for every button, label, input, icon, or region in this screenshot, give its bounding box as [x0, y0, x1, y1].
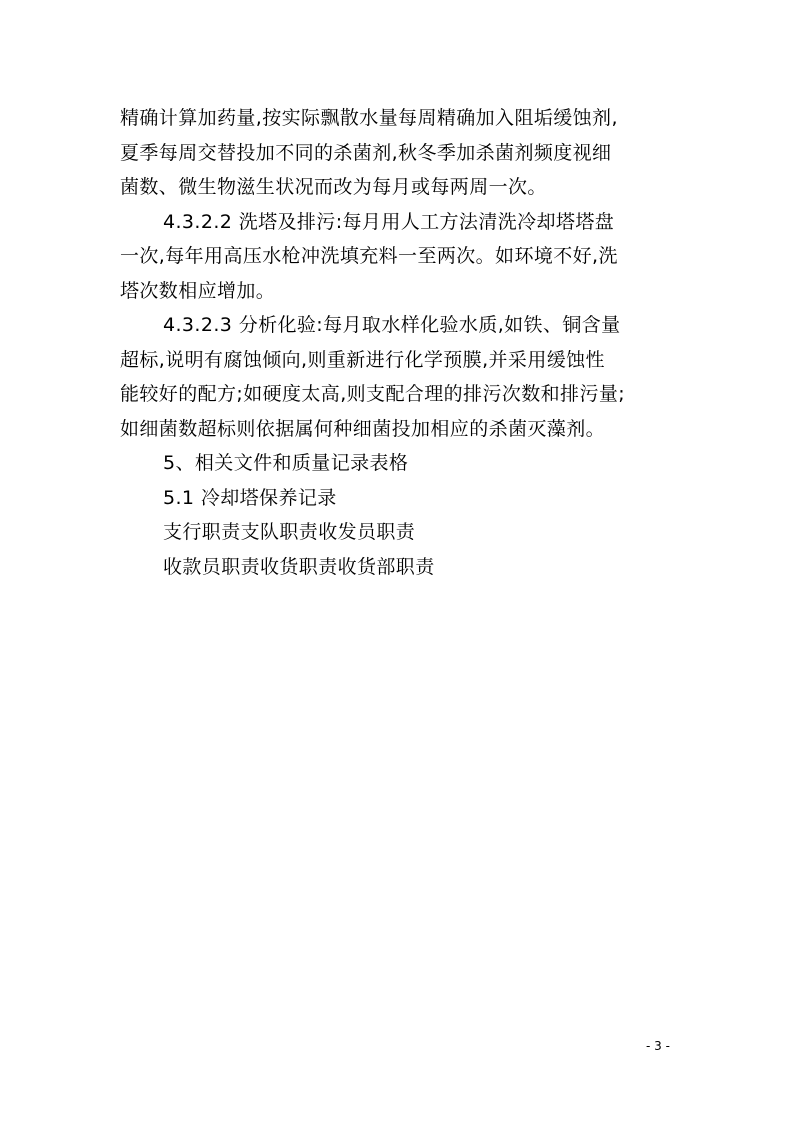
- section-5-1-heading: 5.1 冷却塔保养记录: [163, 486, 337, 509]
- document-body: [120, 101, 680, 584]
- text-line-9: 能较好的配方;如硬度太高,则支配合理的排污次数和排污量;: [120, 383, 626, 405]
- text-line-5: 一次,每年用高压水枪冲洗填充料一至两次。如环境不好,洗: [120, 245, 618, 267]
- page-number: - 3 -: [646, 1039, 670, 1053]
- text-line-2: 夏季每周交替投加不同的杀菌剂,秋冬季加杀菌剂频度视细: [120, 141, 612, 164]
- section-5-heading: 5、相关文件和质量记录表格: [163, 452, 409, 474]
- text-line-10: 如细菌数超标则依据属何种细菌投加相应的杀菌灭藻剂。: [120, 417, 606, 440]
- section-4-3-2-3-heading-line: 4.3.2.3 分析化验:每月取水样化验水质,如铁、铜含量: [163, 314, 621, 336]
- text-line-6: 塔次数相应增加。: [120, 279, 276, 302]
- text-line-8: 超标,说明有腐蚀倾向,则重新进行化学预膜,并采用缓蚀性: [120, 348, 605, 371]
- section-4-3-2-2-heading-line: 4.3.2.2 洗塔及排污:每月用人工方法清洗冷却塔塔盘: [163, 210, 615, 233]
- related-links-line-1: 支行职责支队职责收发员职责: [163, 521, 416, 543]
- text-line-3: 菌数、微生物滋生状况而改为每月或每两周一次。: [120, 176, 547, 198]
- related-links-line-2: 收款员职责收货职责收货部职责: [163, 555, 435, 578]
- text-line-1: 精确计算加药量,按实际飘散水量每周精确加入阻垢缓蚀剂,: [120, 107, 618, 129]
